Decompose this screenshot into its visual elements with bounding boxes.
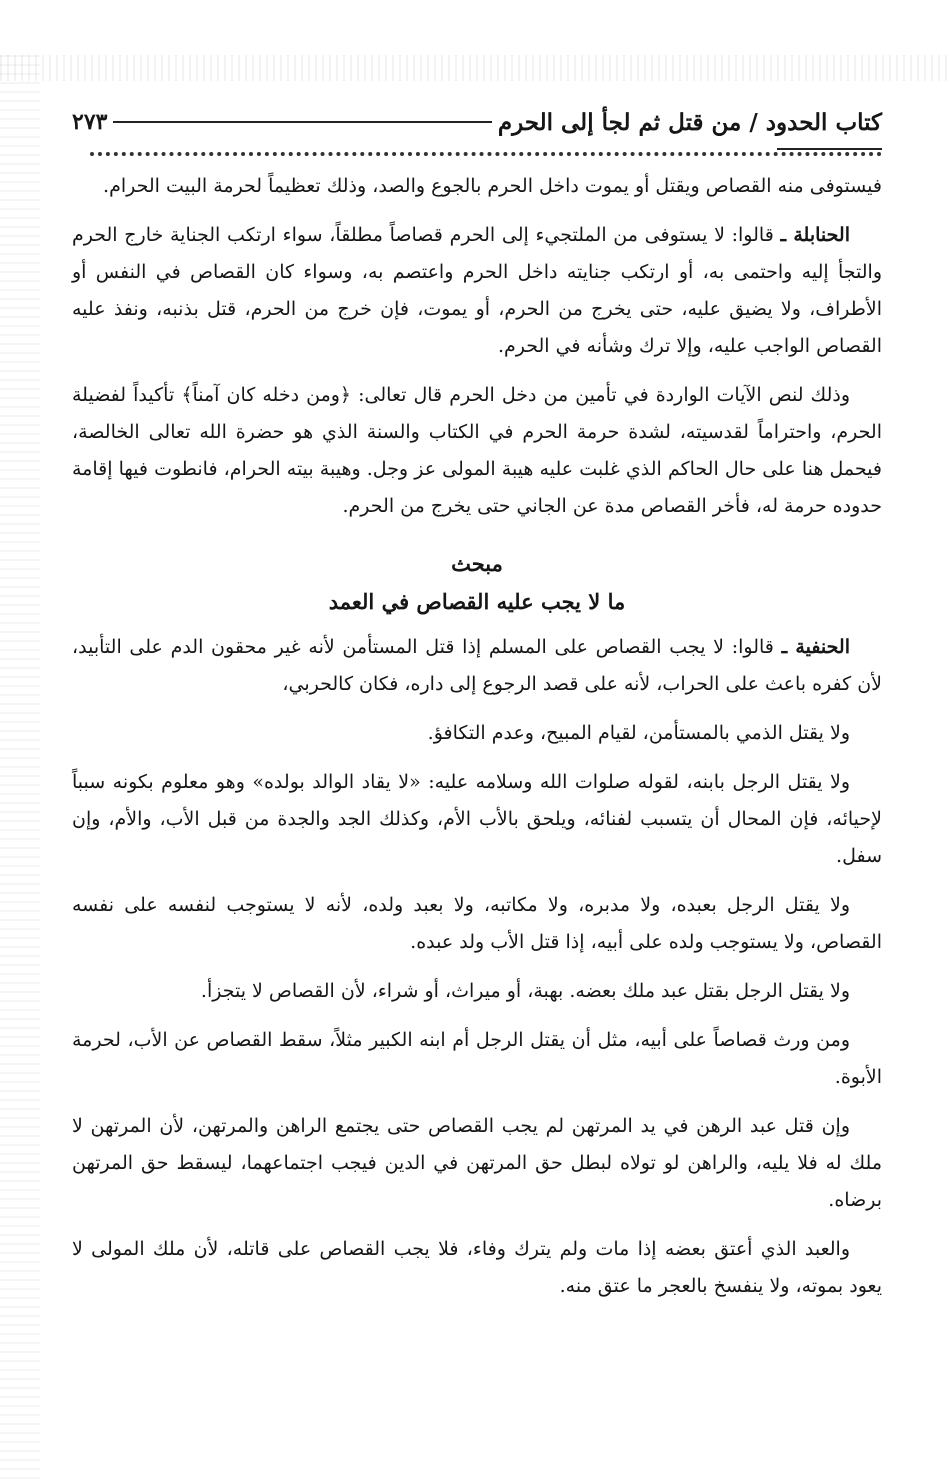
header-separator [72,144,882,168]
section-subheading: ما لا يجب عليه القصاص في العمد [328,589,626,614]
scan-noise-top [0,55,950,81]
header-title: كتاب الحدود / من قتل ثم لجأ إلى الحرم [497,108,882,136]
paragraph-slave: ولا يقتل الرجل بعبده، ولا مدبره، ولا مكاتبه، ولا بعبد ولده، لأنه لا يستوجب لنفسه على نفسه القصاص، ولا يستوجب ولده على أبيه، إذا قتل الأب ولد عبده. [72,894,882,953]
paragraph-inherited-retaliation: ومن ورث قصاصاً على أبيه، مثل أن يقتل الرجل أم ابنه الكبير مثلاً، سقط القصاص عن الأب، لحرمة الأبوة. [72,1029,882,1088]
separator-bar [777,148,882,150]
book-page [72,100,882,1317]
paragraph-partial-owner: ولا يقتل الرجل بقتل عبد ملك بعضه. بهبة، أو ميراث، أو شراء، لأن القصاص لا يتجزأ. [200,980,850,1002]
paragraph-father-son: ولا يقتل الرجل بابنه، لقوله صلوات الله وسلامه عليه: «لا يقاد الوالد بولده» وهو معلوم بكونه سبباً لإحيائه، فإن المحال أن يتسبب لفنائه، ويلحق بالأب الأم، وكذلك الجد والجدة من قبل الأب، والأم، وإن سفل. [72,771,882,867]
paragraph-continuation: فيستوفى منه القصاص ويقتل أو يموت داخل الحرم بالجوع والصد، وذلك تعظيماً لحرمة البيت الحرام. [103,175,882,197]
paragraph-verse-evidence: وذلك لنص الآيات الواردة في تأمين من دخل الحرم قال تعالى: ﴿ومن دخله كان آمناً﴾ تأكيداً لفضيلة الحرم، واحتراماً لقدسيته، لشدة حرمة الحرم في الكتاب والسنة الذي هو حضرة الله تعالى الخالصة، فيحمل هنا على حال الحاكم الذي غلبت عليه هيبة المولى عز وجل. وهيبة بيته الحرام، فانطوت فيها إقامة حدوده حرمة له، فأخر القصاص مدة عن الجاني حتى يخرج من الحرم. [72,384,882,517]
school-label-hanafiyya: الحنفية ـ [781,636,850,658]
paragraph-text: قالوا: لا يستوفى من الملتجيء إلى الحرم قصاصاً مطلقاً، سواء ارتكب الجناية خارج الحرم والتجأ إليه واحتمى به، أو ارتكب جنايته داخل الحرم واعتصم به، وسواء كان القصاص في النفس أو الأطراف، ولا يضيق عليه، حتى يخرج من الحرم، أو يموت، فإن خرج من الحرم، قتل بذنبه، ونفذ عليه القصاص الواجب عليه، وإلا ترك وشأنه في الحرم. [72,224,882,357]
paragraph-hanabila [72,217,882,365]
header-rule [113,121,491,123]
scan-noise-left [0,55,40,1482]
paragraph-dhimmi: ولا يقتل الذمي بالمستأمن، لقيام المبيح، وعدم التكافؤ. [427,722,850,744]
school-label-hanabila: الحنابلة ـ [780,224,850,246]
page-number: ٢٧٣ [72,109,108,135]
paragraph-hanafiyya [72,629,882,703]
paragraph-text: قالوا: لا يجب القصاص على المسلم إذا قتل المستأمن لأنه غير محقون الدم على التأبيد، لأن كفره باعث على الحراب، لأنه على قصد الرجوع إلى داره، فكان كالحربي، [72,636,882,695]
page-body [72,168,882,1305]
paragraph-pledged-slave: وإن قتل عبد الرهن في يد المرتهن لم يجب القصاص حتى يجتمع الراهن والمرتهن، لأن المرتهن لا ملك له فلا يليه، والراهن لو تولاه لبطل حق المرتهن في الدين فيجب اجتماعهما، ليسقط حق المرتهن برضاه. [72,1115,882,1211]
running-header [72,100,882,144]
paragraph-partially-freed: والعبد الذي أعتق بعضه إذا مات ولم يترك وفاء، فلا يجب القصاص على قاتله، لأن ملك المولى لا يعود بموته، ولا ينفسخ بالعجر ما عتق منه. [72,1238,882,1297]
section-heading: مبحث [451,551,503,576]
dotted-line [90,152,882,156]
